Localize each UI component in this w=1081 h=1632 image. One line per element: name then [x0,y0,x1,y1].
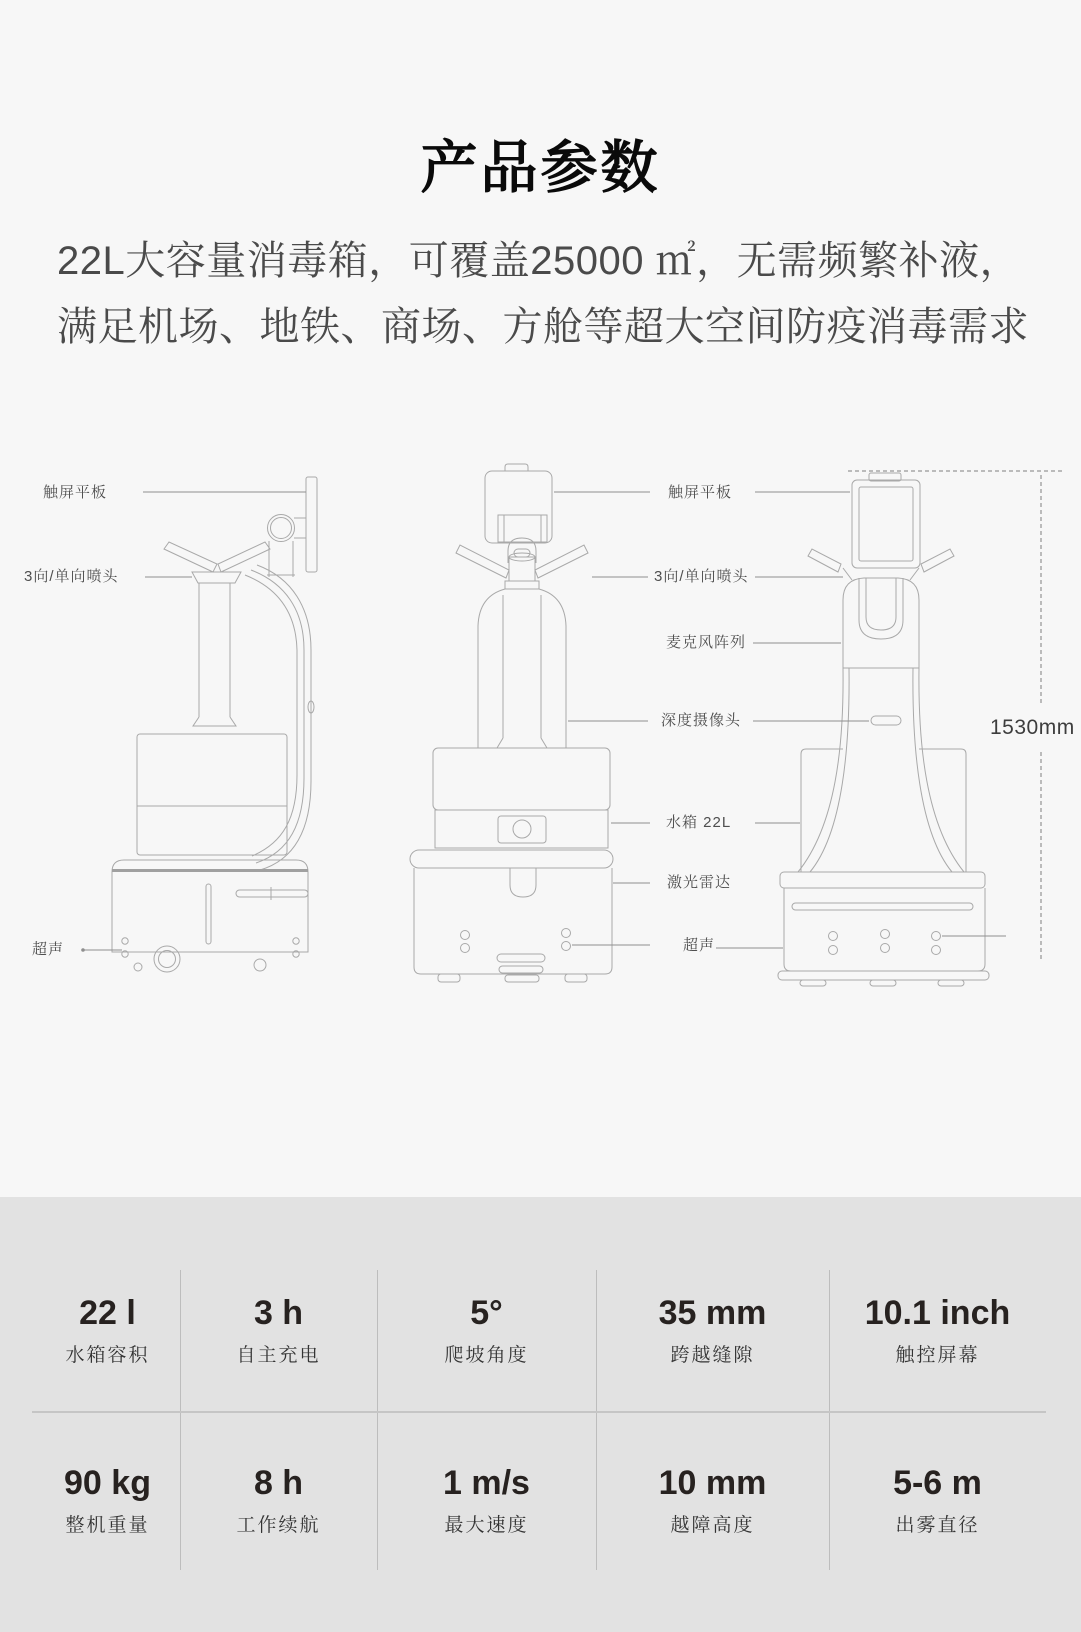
divider [596,1270,597,1411]
callout-leader-lines [81,492,869,952]
spec-cell-mist-diameter [829,1464,1046,1537]
callout-label-depth-camera: 深度摄像头 [661,712,742,729]
callout-label-water-tank: 水箱 22L [666,814,732,831]
robot-side-view-drawing [112,477,317,972]
horizontal-divider [32,1411,1046,1413]
spec-label: 爬坡角度 [444,1345,529,1366]
spec-cell-battery-life [180,1464,377,1537]
spec-cell-gap-crossing [596,1294,829,1367]
divider [829,1270,830,1411]
callout-label-tablet-left: 触屏平板 [43,484,108,501]
divider [180,1270,181,1411]
spec-label: 越障高度 [670,1515,755,1536]
spec-value: 10 mm [658,1464,767,1502]
spec-label: 跨越缝隙 [670,1345,755,1366]
spec-label: 自主充电 [236,1345,321,1366]
height-dimension-label: 1530mm [990,716,1075,739]
description-line-1: 22L大容量消毒箱，可覆盖25000 ㎡，无需频繁补液， [57,239,1021,283]
spec-label: 触控屏幕 [895,1345,980,1366]
spec-row-2 [35,1464,1046,1537]
divider [596,1413,597,1570]
spec-cell-obstacle-height [596,1464,829,1537]
spec-section [0,1197,1081,1632]
spec-cell-climb-angle [377,1294,596,1367]
callout-label-nozzle: 3向/单向喷头 [654,568,749,585]
spec-value: 1 m/s [443,1464,530,1502]
divider [377,1270,378,1411]
spec-label: 整机重量 [65,1515,150,1536]
description-line-2: 满足机场、地铁、商场、方舱等超大空间防疫消毒需求 [57,305,1029,349]
spec-row-1 [35,1294,1046,1367]
callout-label-nozzle-left: 3向/单向喷头 [24,568,119,585]
spec-cell-weight [35,1464,180,1537]
spec-value: 5° [470,1294,503,1332]
spec-value: 90 kg [64,1464,151,1502]
divider [180,1413,181,1570]
page-title: 产品参数 [420,136,661,200]
spec-value: 3 h [253,1294,304,1332]
spec-value: 35 mm [658,1294,767,1332]
callout-label-tablet: 触屏平板 [668,484,733,501]
callout-label-ultrasonic-left: 超声 [32,941,65,958]
spec-label: 水箱容积 [65,1345,150,1366]
spec-cell-auto-charge [180,1294,377,1367]
spec-value: 22 l [79,1294,136,1332]
robot-rear-view-drawing [778,473,1006,986]
spec-cell-tank-capacity [35,1294,180,1367]
spec-label: 工作续航 [236,1515,321,1536]
spec-label: 最大速度 [444,1515,529,1536]
spec-value: 5-6 m [893,1464,982,1502]
spec-cell-touch-screen [829,1294,1046,1367]
spec-value: 10.1 inch [864,1294,1011,1332]
callout-label-lidar: 激光雷达 [667,874,732,891]
spec-label: 出雾直径 [895,1515,980,1536]
divider [829,1413,830,1570]
callout-label-mic-array: 麦克风阵列 [666,634,747,651]
spec-cell-max-speed [377,1464,596,1537]
callout-label-ultrasonic: 超声 [683,937,716,954]
spec-value: 8 h [253,1464,304,1502]
divider [377,1413,378,1570]
robot-front-view-drawing [410,464,613,982]
